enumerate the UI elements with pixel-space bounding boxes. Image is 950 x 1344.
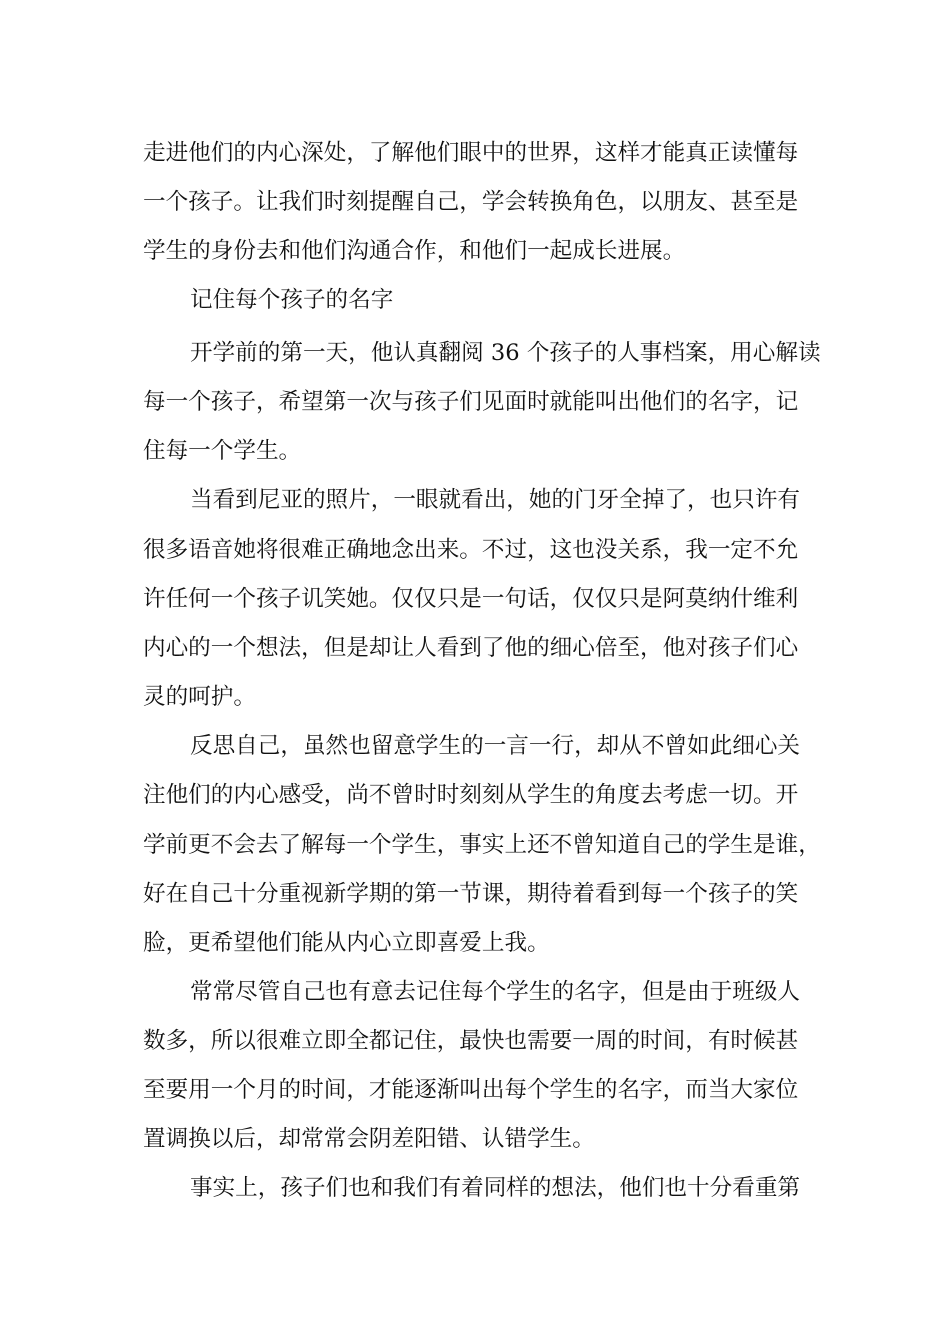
text-line: 很多语音她将很难正确地念出来。不过，这也没关系，我一定不允 [143, 537, 799, 563]
text-line: 走进他们的内心深处，了解他们眼中的世界，这样才能真正读懂每 [143, 140, 799, 166]
text-line: 反思自己，虽然也留意学生的一言一行，却从不曾如此细心关 [190, 733, 801, 759]
text-line: 当看到尼亚的照片，一眼就看出，她的门牙全掉了，也只许有 [190, 487, 801, 513]
text-line: 学前更不会去了解每一个学生，事实上还不曾知道自己的学生是谁， [143, 832, 821, 858]
text-line: 至要用一个月的时间，才能逐渐叫出每个学生的名字，而当大家位 [143, 1077, 799, 1103]
text-line: 每一个孩子，希望第一次与孩子们见面时就能叫出他们的名字，记 [143, 389, 799, 415]
text-line: 开学前的第一天，他认真翻阅 36 个孩子的人事档案，用心解读 [190, 340, 821, 366]
text-line: 学生的身份去和他们沟通合作，和他们一起成长进展。 [143, 238, 686, 264]
text-line: 灵的呵护。 [143, 684, 256, 710]
text-line: 常常尽管自己也有意去记住每个学生的名字，但是由于班级人 [190, 979, 801, 1005]
text-line: 数多，所以很难立即全都记住，最快也需要一周的时间，有时候甚 [143, 1028, 799, 1054]
section-heading: 记住每个孩子的名字 [190, 287, 394, 313]
text-line: 一个孩子。让我们时刻提醒自己，学会转换角色，以朋友、甚至是 [143, 189, 799, 215]
text-line: 脸，更希望他们能从内心立即喜爱上我。 [143, 930, 550, 956]
text-line: 事实上，孩子们也和我们有着同样的想法，他们也十分看重第 [190, 1175, 801, 1201]
text-line: 注他们的内心感受，尚不曾时时刻刻从学生的角度去考虑一切。开 [143, 782, 799, 808]
text-line: 好在自己十分重视新学期的第一节课，期待着看到每一个孩子的笑 [143, 881, 799, 907]
text-line: 许任何一个孩子讥笑她。仅仅只是一句话，仅仅只是阿莫纳什维利 [143, 586, 799, 612]
text-line: 住每一个学生。 [143, 438, 302, 464]
text-line: 置调换以后，却常常会阴差阳错、认错学生。 [143, 1126, 595, 1152]
text-line: 内心的一个想法，但是却让人看到了他的细心倍至，他对孩子们心 [143, 635, 799, 661]
